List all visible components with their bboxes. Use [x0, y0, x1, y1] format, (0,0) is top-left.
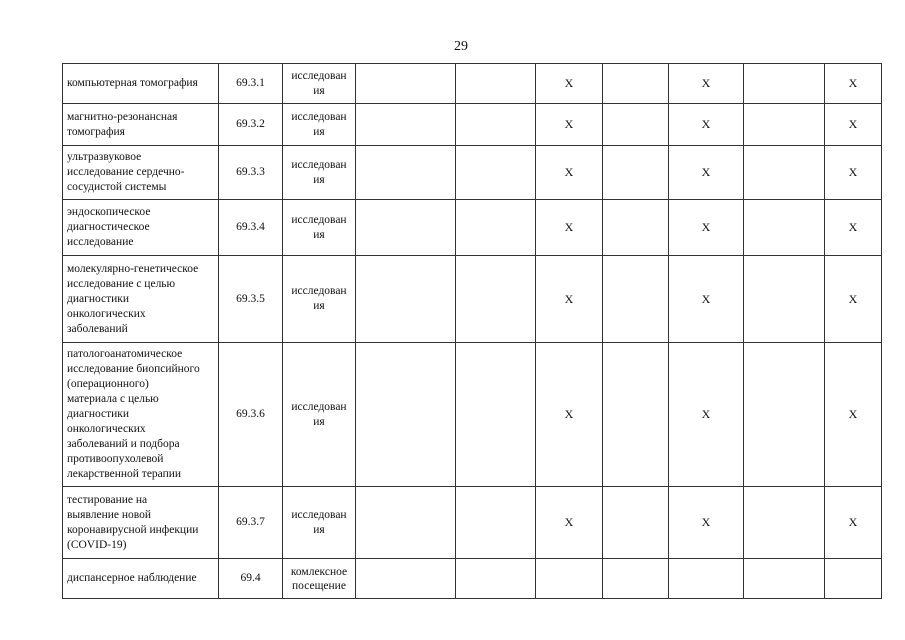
mark-cell: [356, 256, 456, 343]
unit-cell: исследован ия: [283, 104, 356, 146]
table-row: [63, 487, 882, 559]
mark-cell: [456, 487, 536, 559]
unit-cell: исследован ия: [283, 487, 356, 559]
table-row: [63, 256, 882, 343]
service-code-cell: 69.3.4: [219, 200, 283, 256]
mark-cell: [456, 64, 536, 104]
mark-cell: X: [536, 343, 603, 487]
service-code-cell: 69.3.1: [219, 64, 283, 104]
mark-cell: [456, 104, 536, 146]
service-name-cell: компьютерная томография: [63, 64, 219, 104]
mark-cell: X: [536, 256, 603, 343]
mark-cell: [356, 559, 456, 599]
mark-cell: [536, 559, 603, 599]
mark-cell: [744, 104, 825, 146]
service-code-cell: 69.3.7: [219, 487, 283, 559]
service-name-cell: эндоскопическое диагностическое исследование: [63, 200, 219, 256]
mark-cell: X: [669, 200, 744, 256]
unit-cell: комлексное посещение: [283, 559, 356, 599]
mark-cell: [603, 559, 669, 599]
service-name-cell: патологоанатомическое исследование биопсийного (операционного) материала с целью диагностики онкологических заболеваний и подбора противоопухолевой лекарственной терапии: [63, 343, 219, 487]
table-row: [63, 64, 882, 104]
mark-cell: [603, 146, 669, 200]
mark-cell: [603, 256, 669, 343]
unit-cell: исследован ия: [283, 256, 356, 343]
table-row: [63, 559, 882, 599]
service-name-cell: ультразвуковое исследование сердечно- сосудистой системы: [63, 146, 219, 200]
table-body: [63, 64, 882, 599]
mark-cell: [744, 343, 825, 487]
service-name-cell: молекулярно-генетическое исследование с целью диагностики онкологических заболеваний: [63, 256, 219, 343]
service-name-cell: тестирование на выявление новой коронавирусной инфекции (COVID-19): [63, 487, 219, 559]
mark-cell: [669, 559, 744, 599]
mark-cell: X: [825, 104, 882, 146]
mark-cell: X: [536, 104, 603, 146]
mark-cell: X: [536, 146, 603, 200]
mark-cell: [744, 146, 825, 200]
mark-cell: [744, 559, 825, 599]
unit-cell: исследован ия: [283, 343, 356, 487]
mark-cell: [356, 343, 456, 487]
page-number: 29: [454, 39, 468, 54]
mark-cell: X: [669, 146, 744, 200]
mark-cell: [456, 256, 536, 343]
mark-cell: [603, 200, 669, 256]
service-code-cell: 69.3.2: [219, 104, 283, 146]
mark-cell: [456, 559, 536, 599]
mark-cell: X: [825, 200, 882, 256]
mark-cell: X: [825, 343, 882, 487]
mark-cell: [356, 104, 456, 146]
table-row: [63, 343, 882, 487]
mark-cell: [356, 146, 456, 200]
mark-cell: X: [825, 487, 882, 559]
mark-cell: [825, 559, 882, 599]
mark-cell: [744, 64, 825, 104]
mark-cell: X: [825, 146, 882, 200]
mark-cell: [744, 200, 825, 256]
mark-cell: X: [669, 487, 744, 559]
table-row: [63, 104, 882, 146]
mark-cell: [603, 343, 669, 487]
service-code-cell: 69.3.3: [219, 146, 283, 200]
mark-cell: X: [669, 64, 744, 104]
mark-cell: X: [825, 256, 882, 343]
mark-cell: [744, 256, 825, 343]
service-code-cell: 69.3.5: [219, 256, 283, 343]
unit-cell: исследован ия: [283, 200, 356, 256]
mark-cell: X: [825, 64, 882, 104]
mark-cell: [456, 343, 536, 487]
mark-cell: X: [536, 200, 603, 256]
mark-cell: X: [669, 256, 744, 343]
mark-cell: [356, 64, 456, 104]
unit-cell: исследован ия: [283, 146, 356, 200]
unit-cell: исследован ия: [283, 64, 356, 104]
table-row: [63, 146, 882, 200]
mark-cell: X: [669, 343, 744, 487]
service-name-cell: диспансерное наблюдение: [63, 559, 219, 599]
service-code-cell: 69.4: [219, 559, 283, 599]
mark-cell: [356, 200, 456, 256]
mark-cell: [603, 64, 669, 104]
service-code-cell: 69.3.6: [219, 343, 283, 487]
mark-cell: X: [669, 104, 744, 146]
mark-cell: [456, 146, 536, 200]
mark-cell: [456, 200, 536, 256]
mark-cell: [603, 487, 669, 559]
mark-cell: [744, 487, 825, 559]
mark-cell: [603, 104, 669, 146]
mark-cell: X: [536, 487, 603, 559]
mark-cell: X: [536, 64, 603, 104]
services-table: [62, 63, 882, 599]
table-row: [63, 200, 882, 256]
mark-cell: [356, 487, 456, 559]
service-name-cell: магнитно-резонансная томография: [63, 104, 219, 146]
